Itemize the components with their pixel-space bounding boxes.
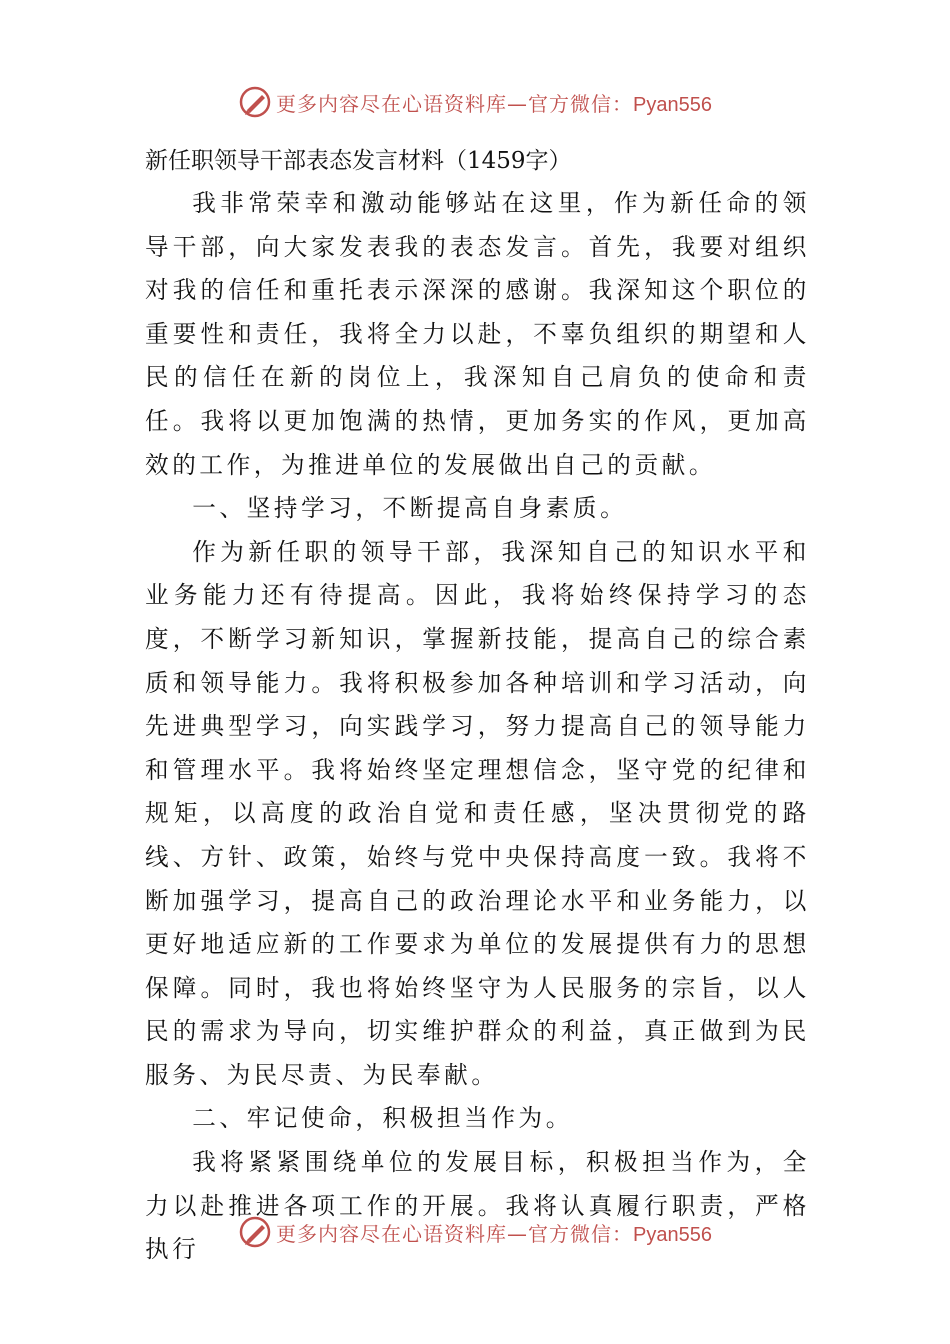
document-body xyxy=(145,140,810,1272)
pen-logo-icon xyxy=(238,85,272,119)
header-banner xyxy=(0,82,950,122)
intro-paragraph: 我非常荣幸和激动能够站在这里，作为新任命的领导干部，向大家发表我的表态发言。首先，我要对组织对我的信任和重托表示深深的感谢。我深知这个职位的重要性和责任，我将全力以赴，不辜负组织的期望和人民的信任在新的岗位上，我深知自己肩负的使命和责任。我将以更加饱满的热情，更加务实的作风，更加高效的工作，为推进单位的发展做出自己的贡献。 xyxy=(145,189,810,479)
section-paragraph-2: 我将紧紧围绕单位的发展目标，积极担当作为，全力以赴推进各项工作的开展。我将认真履行职责，严格执行 xyxy=(145,1148,810,1264)
footer-banner xyxy=(0,1212,950,1252)
section-heading-2: 二、牢记使命，积极担当作为。 xyxy=(192,1104,573,1133)
wechat-id: Pyan556 xyxy=(633,1223,712,1246)
wechat-id: Pyan556 xyxy=(633,93,712,116)
banner-text: 更多内容尽在心语资料库—官方微信： xyxy=(276,91,634,116)
section-heading-1: 一、坚持学习，不断提高自身素质。 xyxy=(192,494,628,523)
banner-text: 更多内容尽在心语资料库—官方微信： xyxy=(276,1221,634,1246)
section-paragraph-1: 作为新任职的领导干部，我深知自己的知识水平和业务能力还有待提高。因此，我将始终保持学习的态度，不断学习新知识，掌握新技能，提高自己的综合素质和领导能力。我将积极参加各种培训和学习活动，向先进典型学习，向实践学习，努力提高自己的领导能力和管理水平。我将始终坚定理想信念，坚守党的纪律和规矩，以高度的政治自觉和责任感，坚决贯彻党的路线、方针、政策，始终与党中央保持高度一致。我将不断加强学习，提高自己的政治理论水平和业务能力，以更好地适应新的工作要求为单位的发展提供有力的思想保障。同时，我也将始终坚守为人民服务的宗旨，以人民的需求为导向，切实维护群众的利益，真正做到为民服务、为民尽责、为民奉献。 xyxy=(145,537,810,1089)
document-title: 新任职领导干部表态发言材料（1459字） xyxy=(145,148,572,174)
pen-logo-icon xyxy=(238,1215,272,1249)
